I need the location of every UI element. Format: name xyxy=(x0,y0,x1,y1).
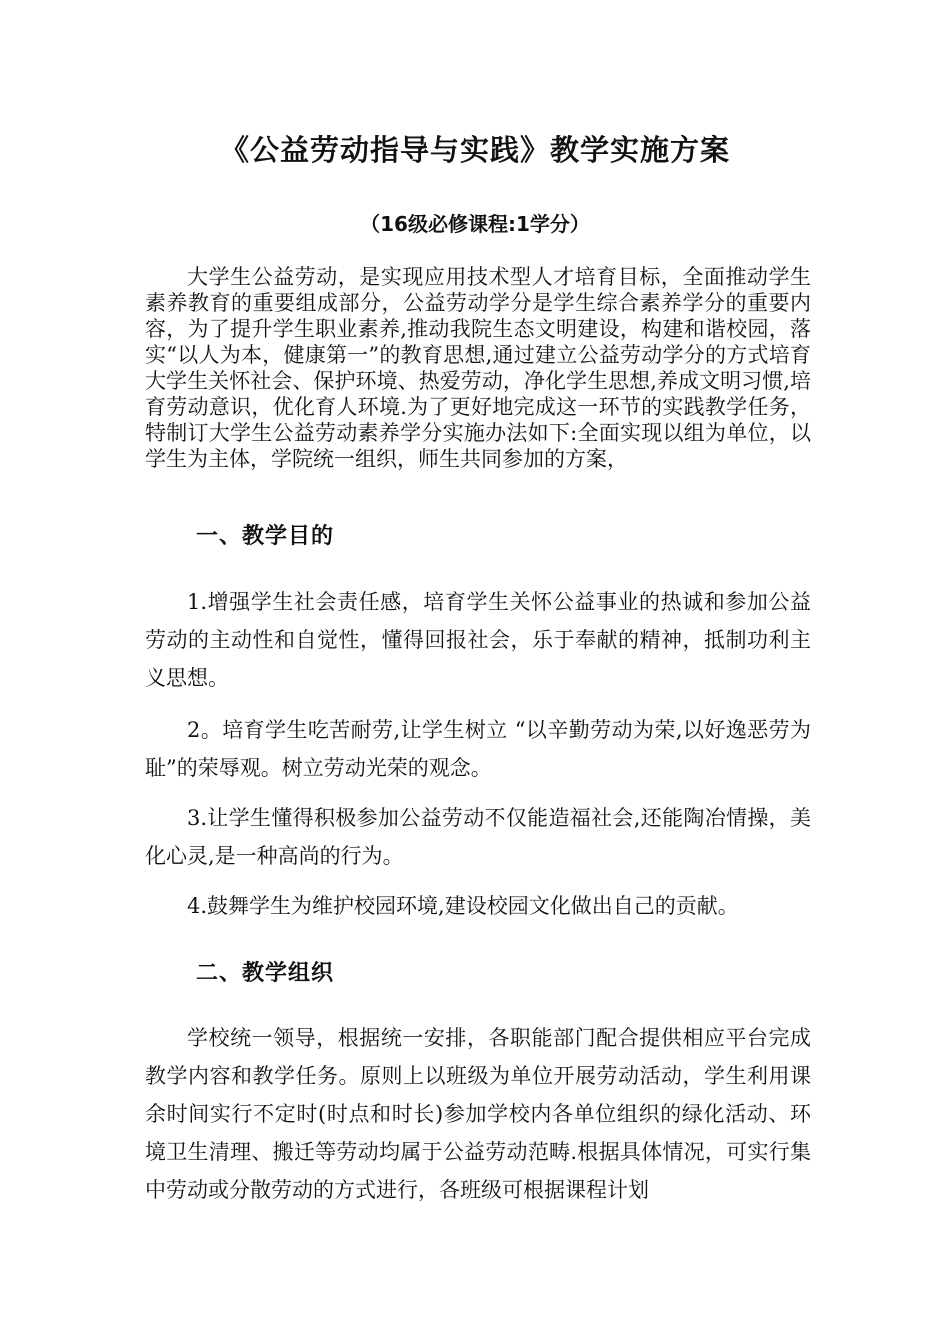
section-heading-teaching-organization: 二、教学组织 xyxy=(196,961,335,986)
purpose-item-3: 3.让学生懂得积极参加公益劳动不仅能造福社会,还能陶冶情操，美化心灵,是一种高尚的行为。 xyxy=(145,806,811,868)
organization-paragraph: 学校统一领导，根据统一安排，各职能部门配合提供相应平台完成教学内容和教学任务。原则上以班级为单位开展劳动活动，学生利用课余时间实行不定时(时点和时长)参加学校内各单位组织的绿化活动、环境卫生清理、搬迁等劳动均属于公益劳动范畴.根据具体情况，可实行集中劳动或分散劳动的方式进行，各班级可根据课程计划 xyxy=(145,1026,811,1202)
intro-paragraph: 大学生公益劳动，是实现应用技术型人才培育目标，全面推动学生素养教育的重要组成部分，公益劳动学分是学生综合素养学分的重要内容，为了提升学生职业素养,推动我院生态文明建设，构建和谐校园，落实“以人为本，健康第一”的教育思想,通过建立公益劳动学分的方式培育大学生关怀社会、保护环境、热爱劳动，净化学生思想,养成文明习惯,培育劳动意识，优化育人环境.为了更好地完成这一环节的实践教学任务，特制订大学生公益劳动素养学分实施办法如下:全面实现以组为单位，以学生为主体，学院统一组织，师生共同参加的方案， xyxy=(145,265,811,471)
section-heading-teaching-purpose: 一、教学目的 xyxy=(196,524,335,549)
document-subtitle: （16级必修课程:1学分） xyxy=(360,212,590,236)
purpose-item-4: 4.鼓舞学生为维护校园环境,建设校园文化做出自己的贡献。 xyxy=(187,894,739,918)
document-title: 《公益劳动指导与实践》教学实施方案 xyxy=(219,133,730,167)
purpose-item-1: 1.增强学生社会责任感，培育学生关怀公益事业的热诚和参加公益劳动的主动性和自觉性，懂得回报社会，乐于奉献的精神，抵制功利主义思想。 xyxy=(145,590,811,690)
purpose-item-2: 2。培育学生吃苦耐劳,让学生树立 “以辛勤劳动为荣,以好逸恶劳为耻”的荣辱观。树立劳动光荣的观念。 xyxy=(145,718,811,780)
